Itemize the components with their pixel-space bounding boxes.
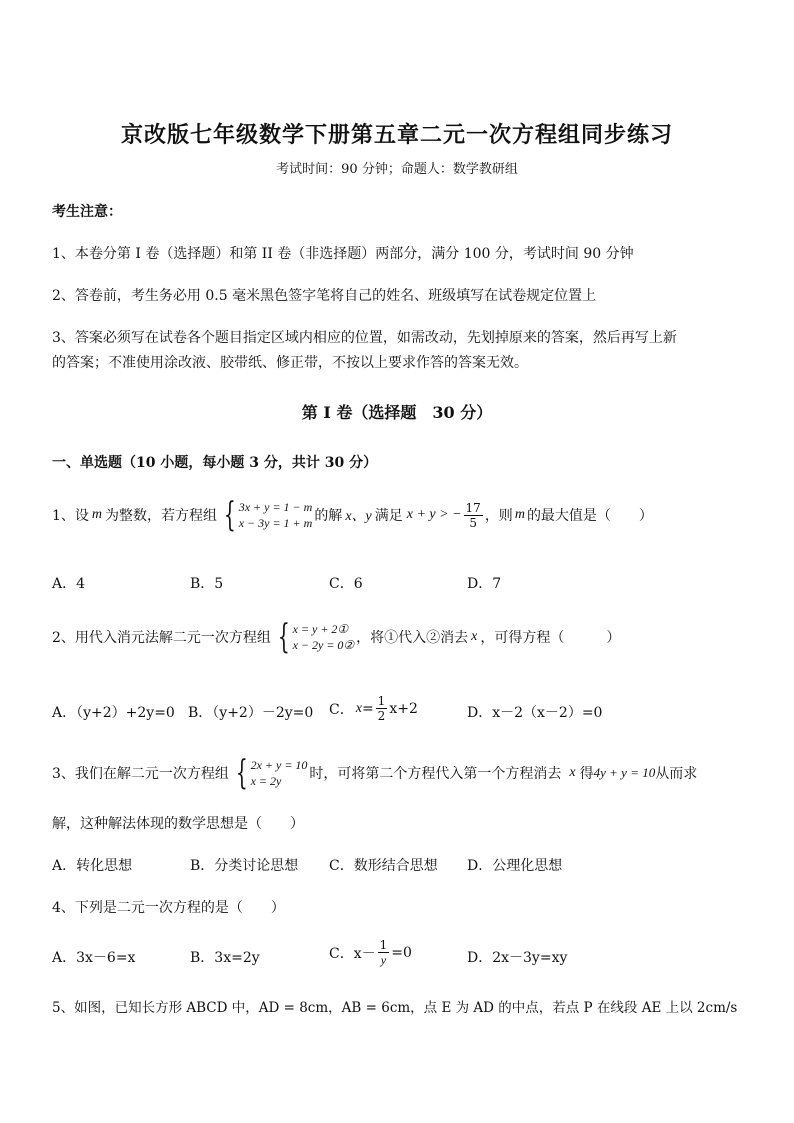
q2-eq-1: x = y + 2① xyxy=(292,622,349,636)
q1-fraction-num: 17 xyxy=(465,500,481,515)
brace-icon: { xyxy=(277,617,290,657)
q2-option-c-eq: = xyxy=(361,700,374,717)
q3-suffix: 从而求 xyxy=(655,766,698,782)
q4-option-c[interactable] xyxy=(329,938,412,967)
q2-text: ，将①代入②消去 xyxy=(356,630,469,646)
q4-option-c-fraction xyxy=(378,938,390,967)
q1-var-m: m xyxy=(91,507,103,522)
q2-var: x xyxy=(471,629,478,644)
part-heading: 一、单选题（10 小题，每小题 3 分，共计 30 分） xyxy=(52,455,378,471)
q4-option-b[interactable]: B．3x=2y xyxy=(190,950,260,966)
q3-line-2: 解，这种解法体现的数学思想是（ ） xyxy=(52,816,304,832)
q2-option-d[interactable]: D．x－2（x－2）=0 xyxy=(467,705,603,721)
q1-vars: x、y xyxy=(345,509,372,524)
q3-option-d[interactable]: D．公理化思想 xyxy=(467,858,563,874)
q3-option-b[interactable]: B．分类讨论思想 xyxy=(190,858,299,874)
q1-fraction xyxy=(464,501,483,530)
q1-suffix: 的最大值是（ ） xyxy=(526,508,653,524)
q2-option-c-fraction xyxy=(376,694,388,723)
q4-option-c-post: =0 xyxy=(391,944,412,961)
q2-suffix: ，可得方程（ ） xyxy=(480,630,621,646)
q1-text-3: 满足 xyxy=(374,508,403,524)
q3-result: 4y + y = 10 xyxy=(593,765,656,780)
q4-option-a[interactable]: A．3x－6=x xyxy=(52,950,136,966)
notice-item-3-line-2: 的答案；不准使用涂改液、胶带纸、修正带，不按以上要求作答的答案无效。 xyxy=(52,355,528,371)
q1-prefix: 1、设 xyxy=(52,508,89,524)
q3-equation-system xyxy=(231,753,308,793)
q2-option-b[interactable]: B．（y+2）－2y=0 xyxy=(188,705,314,721)
q2-equation-system xyxy=(273,617,355,657)
q3-text: 时，可将第二个方程代入第一个方程消去 xyxy=(309,766,562,782)
question-5: 5、如图，已知长方形 ABCD 中，AD = 8cm，AB = 6cm，点 E 为 AD 的中点，若点 P 在线段 AE 上以 2cm/s xyxy=(52,1000,738,1016)
q1-text-2: 的解 xyxy=(314,508,343,524)
notice-item-2: 2、答卷前，考生务必用 0.5 毫米黑色签字笔将自己的姓名、班级填写在试卷规定位置上 xyxy=(52,288,597,304)
q1-text-1: 为整数，若方程组 xyxy=(105,508,218,524)
q1-option-a[interactable]: A．4 xyxy=(52,576,86,592)
q2-option-c-post: x+2 xyxy=(389,700,418,717)
question-4: 4、下列是二元一次方程的是（ ） xyxy=(52,900,285,916)
section-title: 第 I 卷（选择题 30 分） xyxy=(301,403,493,422)
q4-option-c-num: 1 xyxy=(379,938,388,952)
q2-option-c-den: 2 xyxy=(377,709,386,723)
notice-item-1: 1、本卷分第 I 卷（选择题）和第 II 卷（非选择题）两部分，满分 100 分，考试时间 90 分钟 xyxy=(52,246,634,262)
question-2 xyxy=(52,617,621,657)
q4-option-c-prefix: C．x－ xyxy=(329,945,376,962)
q1-eq-2: x − 3y = 1 + m xyxy=(238,516,313,530)
q2-eq-2: x − 2y = 0② xyxy=(292,638,355,652)
q1-inequality: x + y > − xyxy=(406,507,462,522)
q2-prefix: 2、用代入消元法解二元一次方程组 xyxy=(52,630,271,646)
q2-option-c[interactable] xyxy=(329,694,418,723)
q4-option-c-den: y xyxy=(380,953,387,967)
q3-option-a[interactable]: A．转化思想 xyxy=(52,858,133,874)
q2-option-c-x: x xyxy=(355,700,362,716)
q1-eq-1: 3x + y = 1 − m xyxy=(238,500,313,514)
q1-equation-system xyxy=(219,495,313,535)
q3-option-c[interactable]: C．数形结合思想 xyxy=(329,858,438,874)
q3-prefix: 3、我们在解二元一次方程组 xyxy=(52,766,229,782)
q1-option-c[interactable]: C．6 xyxy=(329,576,363,592)
page-title: 京改版七年级数学下册第五章二元一次方程组同步练习 xyxy=(120,122,673,148)
q3-eq-2: x = 2y xyxy=(250,774,282,788)
q2-option-a[interactable]: A．（y+2）+2y=0 xyxy=(52,705,175,721)
q4-option-d[interactable]: D．2x－3y=xy xyxy=(467,950,568,966)
q1-var-m-2: m xyxy=(514,507,525,522)
q1-option-d[interactable]: D．7 xyxy=(467,576,502,592)
q3-var: x xyxy=(569,765,576,780)
q3-eq-1: 2x + y = 10 xyxy=(250,758,308,772)
question-3 xyxy=(52,753,698,793)
notice-item-3-line-1: 3、答案必须写在试卷各个题目指定区域内相应的位置，如需改动，先划掉原来的答案，然后再写上新 xyxy=(52,330,677,346)
brace-icon: { xyxy=(235,753,248,793)
notice-heading: 考生注意： xyxy=(52,204,122,220)
q2-option-c-prefix: C． xyxy=(329,701,354,718)
q1-option-b[interactable]: B．5 xyxy=(190,576,224,592)
q3-text-2: 得 xyxy=(579,766,594,782)
q1-text-4: ，则 xyxy=(484,508,513,524)
question-1 xyxy=(52,495,653,535)
q1-fraction-den: 5 xyxy=(469,515,477,530)
brace-icon: { xyxy=(223,495,236,535)
page-subtitle: 考试时间：90 分钟；命题人：数学教研组 xyxy=(276,162,518,177)
q2-option-c-num: 1 xyxy=(377,694,386,708)
